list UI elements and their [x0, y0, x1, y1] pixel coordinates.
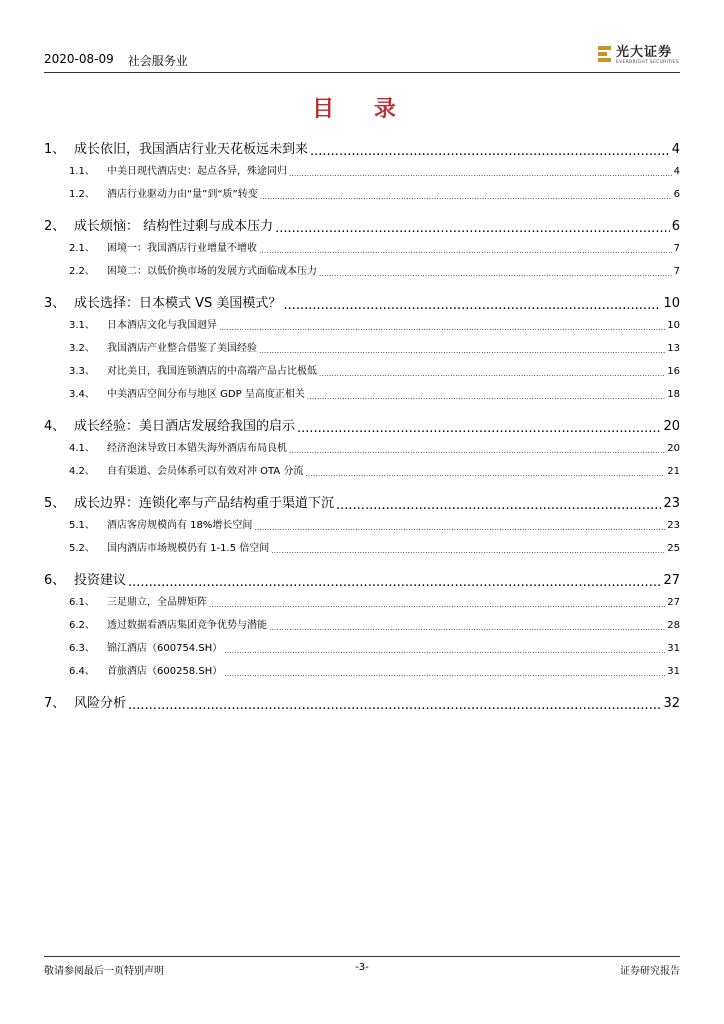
- toc-entry-number: 2.1、: [69, 243, 95, 254]
- brand-logo: [598, 46, 679, 66]
- toc-entry-page: 31: [667, 666, 680, 677]
- toc-entry-title: 成长烦恼： 结构性过剩与成本压力: [74, 219, 274, 234]
- toc-section-entry[interactable]: [44, 162, 680, 177]
- page-header: [44, 52, 188, 69]
- toc-leader-dots: [269, 622, 665, 632]
- toc-entry-number: 6、: [44, 573, 66, 588]
- toc-entry-page: 23: [663, 496, 680, 511]
- toc-entry-title: 锦江酒店（600754.SH）: [107, 643, 223, 654]
- toc-entry-page: 13: [667, 343, 680, 354]
- toc-entry-page: 6: [671, 219, 680, 234]
- toc-entry-number: 2、: [44, 219, 66, 234]
- toc-entry-number: 3.1、: [69, 320, 95, 331]
- toc-chapter-entry[interactable]: [44, 415, 680, 434]
- toc-entry-title: 首旅酒店（600258.SH）: [107, 666, 223, 677]
- toc-entry-title: 困境一：我国酒店行业增量不增收: [107, 243, 257, 254]
- toc-section-entry[interactable]: [44, 316, 680, 331]
- toc-entry-title: 经济泡沫导致日本错失海外酒店布局良机: [107, 443, 287, 454]
- toc-leader-dots: [307, 391, 665, 401]
- toc-leader-dots: [319, 368, 665, 378]
- toc-entry-title: 投资建议: [74, 573, 127, 588]
- toc-entry-page: 27: [663, 573, 680, 588]
- toc-entry-number: 1.1、: [69, 166, 95, 177]
- toc-entry-page: 4: [673, 166, 680, 177]
- toc-entry-number: 6.1、: [69, 597, 95, 608]
- toc-leader-dots: [319, 268, 672, 278]
- toc-section-entry[interactable]: [44, 239, 680, 254]
- toc-entry-number: 3.4、: [69, 389, 95, 400]
- toc-entry-number: 3、: [44, 296, 66, 311]
- toc-chapter-entry[interactable]: [44, 292, 680, 311]
- toc-leader-dots: [219, 322, 665, 332]
- footer-page-number: -3-: [355, 962, 369, 973]
- toc-entry-page: 20: [667, 443, 680, 454]
- toc-chapter-entry[interactable]: [44, 692, 680, 711]
- toc-section-entry[interactable]: [44, 462, 680, 477]
- toc-entry-title: 对比美日，我国连锁酒店的中高端产品占比极低: [107, 366, 317, 377]
- toc-entry-page: 7: [673, 243, 680, 254]
- footer-disclaimer: 敬请参阅最后一页特别声明: [44, 966, 164, 977]
- toc-entry-title: 成长边界：连锁化率与产品结构重于渠道下沉: [74, 496, 335, 511]
- toc-entry-title: 中美日现代酒店史：起点各异，殊途同归: [107, 166, 287, 177]
- toc-section-entry[interactable]: [44, 185, 680, 200]
- toc-entry-page: 27: [667, 597, 680, 608]
- toc-section-entry[interactable]: [44, 593, 680, 608]
- toc-entry-number: 1、: [44, 142, 66, 157]
- toc-entry-number: 3.2、: [69, 343, 95, 354]
- toc-entry-number: 5.1、: [69, 520, 95, 531]
- toc-chapter-entry[interactable]: [44, 569, 680, 588]
- toc-leader-dots: [128, 698, 661, 711]
- toc-entry-page: 10: [663, 296, 680, 311]
- logo-en-text: EVERBRIGHT SECURITIES: [616, 60, 680, 66]
- toc-entry-title: 日本酒店文化与我国迥异: [107, 320, 217, 331]
- toc-entry-title: 成长选择：日本模式 VS 美国模式？: [74, 296, 282, 311]
- toc-entry-title: 困境二：以低价换市场的发展方式面临成本压力: [107, 266, 317, 277]
- toc-entry-page: 32: [663, 696, 680, 711]
- toc-entry-title: 酒店客房规模尚有 18%增长空间: [107, 520, 253, 531]
- toc-entry-number: 6.4、: [69, 666, 95, 677]
- toc-leader-dots: [128, 575, 661, 588]
- toc-entry-title: 国内酒店市场规模仍有 1-1.5 倍空间: [107, 543, 270, 554]
- logo-cn-text: 光大证券: [616, 45, 673, 61]
- toc-entry-page: 21: [667, 466, 680, 477]
- toc-section-entry[interactable]: [44, 662, 680, 677]
- toc-entry-number: 7、: [44, 696, 66, 711]
- toc-leader-dots: [254, 522, 665, 532]
- toc-leader-dots: [209, 599, 665, 609]
- toc-entry-number: 4.2、: [69, 466, 95, 477]
- toc-entry-title: 酒店行业驱动力由“量”到“质”转变: [107, 189, 258, 200]
- toc-chapter-entry[interactable]: [44, 215, 680, 234]
- toc-leader-dots: [224, 645, 665, 655]
- toc-entry-page: 31: [667, 643, 680, 654]
- toc-leader-dots: [224, 668, 665, 678]
- toc-entry-number: 3.3、: [69, 366, 95, 377]
- toc-entry-number: 1.2、: [69, 189, 95, 200]
- toc-section-entry[interactable]: [44, 539, 680, 554]
- toc-title: 目 录: [312, 96, 412, 122]
- toc-section-entry[interactable]: [44, 262, 680, 277]
- toc-section-entry[interactable]: [44, 385, 680, 400]
- toc-entry-page: 28: [667, 620, 680, 631]
- footer-report-type: 证券研究报告: [620, 966, 680, 977]
- toc-entry-number: 4.1、: [69, 443, 95, 454]
- header-date: 2020-08-09: [44, 52, 114, 66]
- toc-entry-title: 三足鼎立，全品牌矩阵: [107, 597, 207, 608]
- toc-entry-page: 16: [667, 366, 680, 377]
- toc-leader-dots: [283, 298, 661, 311]
- toc-section-entry[interactable]: [44, 639, 680, 654]
- footer-divider: [44, 956, 680, 957]
- toc-section-entry[interactable]: [44, 616, 680, 631]
- toc-entry-number: 6.2、: [69, 620, 95, 631]
- toc-leader-dots: [297, 421, 661, 434]
- toc-entry-title: 自有渠道、会员体系可以有效对冲 OTA 分流: [107, 466, 304, 477]
- header-sector: 社会服务业: [127, 54, 188, 68]
- toc-entry-title: 透过数据看酒店集团竞争优势与潜能: [107, 620, 267, 631]
- toc-entry-number: 5.2、: [69, 543, 95, 554]
- toc-leader-dots: [275, 221, 670, 234]
- toc-entry-number: 5、: [44, 496, 66, 511]
- toc-entry-page: 25: [667, 543, 680, 554]
- toc-leader-dots: [336, 498, 661, 511]
- logo-mark-icon: [598, 46, 611, 66]
- toc-entry-title: 风险分析: [74, 696, 127, 711]
- toc-entry-title: 成长依旧，我国酒店行业天花板远未到来: [74, 142, 309, 157]
- toc-entry-page: 4: [671, 142, 680, 157]
- toc-leader-dots: [310, 144, 670, 157]
- header-divider: [44, 72, 680, 73]
- toc-entry-title: 中美酒店空间分布与地区 GDP 呈高度正相关: [107, 389, 305, 400]
- toc-entry-number: 2.2、: [69, 266, 95, 277]
- toc-entry-page: 10: [667, 320, 680, 331]
- toc-section-entry[interactable]: [44, 362, 680, 377]
- toc-section-entry[interactable]: [44, 439, 680, 454]
- toc-entry-page: 7: [673, 266, 680, 277]
- toc-leader-dots: [259, 245, 672, 255]
- toc-entry-page: 18: [667, 389, 680, 400]
- toc-entry-number: 4、: [44, 419, 66, 434]
- toc-entry-page: 23: [667, 520, 680, 531]
- toc-leader-dots: [259, 345, 665, 355]
- toc-leader-dots: [271, 545, 665, 555]
- toc-entry-page: 6: [673, 189, 680, 200]
- toc-entry-page: 20: [663, 419, 680, 434]
- toc-leader-dots: [289, 168, 672, 178]
- toc-chapter-entry[interactable]: [44, 492, 680, 511]
- toc-entry-title: 我国酒店产业整合借鉴了美国经验: [107, 343, 257, 354]
- toc-leader-dots: [289, 445, 665, 455]
- toc-chapter-entry[interactable]: [44, 138, 680, 157]
- toc-entry-number: 6.3、: [69, 643, 95, 654]
- toc-section-entry[interactable]: [44, 339, 680, 354]
- toc-leader-dots: [305, 468, 665, 478]
- toc-leader-dots: [260, 191, 672, 201]
- toc-entry-title: 成长经验：美日酒店发展给我国的启示: [74, 419, 296, 434]
- toc-section-entry[interactable]: [44, 516, 680, 531]
